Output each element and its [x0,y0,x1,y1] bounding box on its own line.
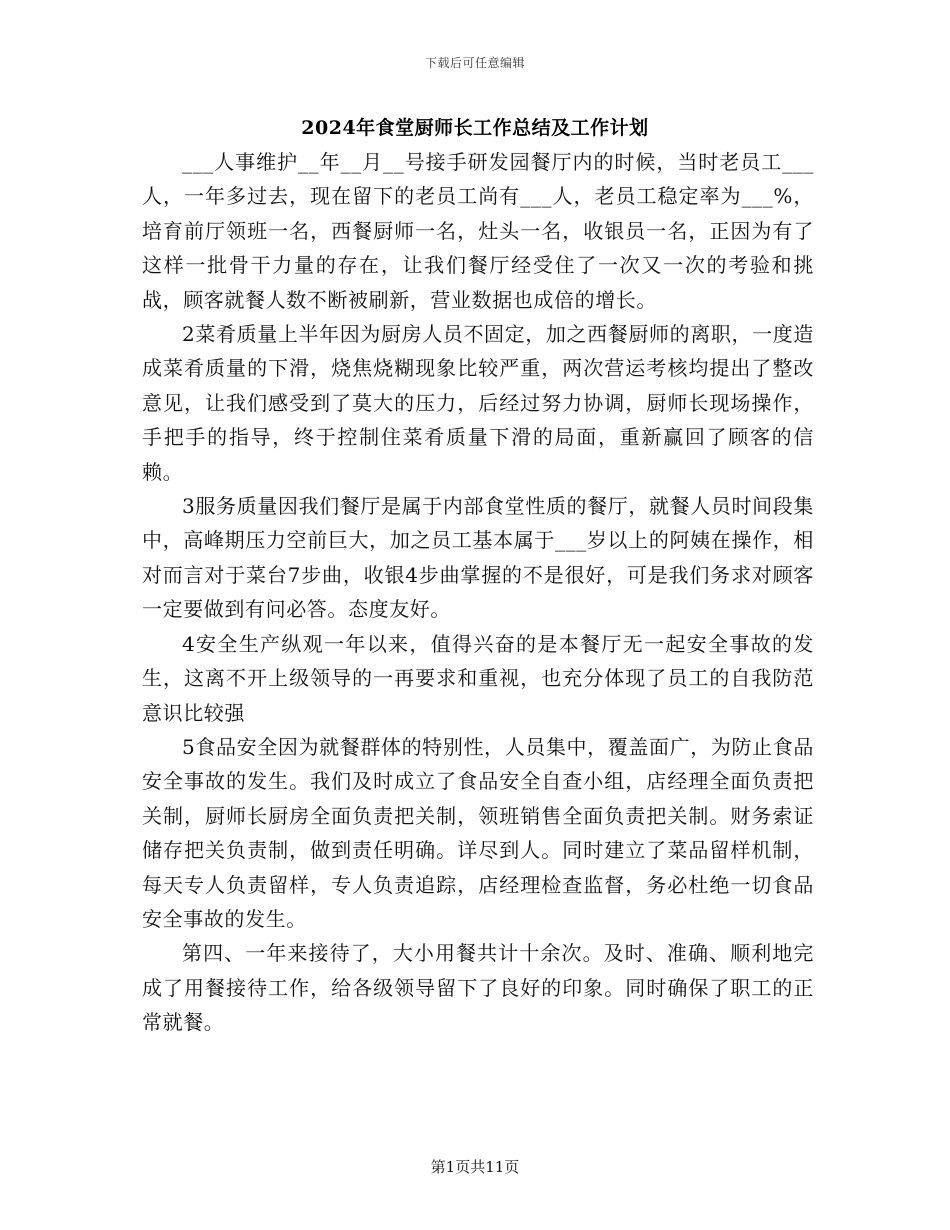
document-title: 2024年食堂厨师长工作总结及工作计划 [301,117,649,139]
paragraph-personnel: ___人事维护__年__月__号接手研发园餐厅内的时候，当时老员工___人，一年多过去，现在留下的老员工尚有___人，老员工稳定率为___%，培育前厅领班一名，西餐厨师一名，灶头一名，收银员一名，正因为有了这样一批骨干力量的存在，让我们餐厅经受住了一次又一次的考验和挑战，顾客就餐人数不断被刷新，营业数据也成倍的增长。 [142,150,814,312]
paragraph-reception: 第四、一年来接待了，大小用餐共计十余次。及时、准确、顺利地完成了用餐接待工作，给各级领导留下了良好的印象。同时确保了职工的正常就餐。 [142,941,814,1035]
paragraph-production-safety: 4安全生产纵观一年以来，值得兴奋的是本餐厅无一起安全事故的发生，这离不开上级领导的一再要求和重视，也充分体现了员工的自我防范意识比较强 [142,631,814,725]
header-note: 下载后可任意编辑 [424,56,525,70]
paragraph-food-safety: 5食品安全因为就餐群体的特别性，人员集中，覆盖面广，为防止食品安全事故的发生。我们及时成立了食品安全自查小组，店经理全面负责把关制，厨师长厨房全面负责把关制，领班销售全面负责把关制。财务索证储存把关负责制，做到责任明确。详尽到人。同时建立了菜品留样机制，每天专人负责留样，专人负责追踪，店经理检查监督，务必杜绝一切食品安全事故的发生。 [142,734,814,931]
page-footer: 第1页共11页 [430,1158,520,1176]
paragraph-service-quality: 3服务质量因我们餐厅是属于内部食堂性质的餐厅，就餐人员时间段集中，高峰期压力空前巨大，加之员工基本属于___岁以上的阿姨在操作，相对而言对于菜台7步曲，收银4步曲掌握的不是很好，可是我们务求对顾客一定要做到有问必答。态度友好。 [142,494,814,622]
document-body [142,145,814,1040]
paragraph-dish-quality: 2菜肴质量上半年因为厨房人员不固定，加之西餐厨师的离职，一度造成菜肴质量的下滑，烧焦烧糊现象比较严重，两次营运考核均提出了整改意见，让我们感受到了莫大的压力，后经过努力协调，厨师长现场操作，手把手的指导，终于控制住菜肴质量下滑的局面，重新赢回了顾客的信赖。 [142,322,814,484]
